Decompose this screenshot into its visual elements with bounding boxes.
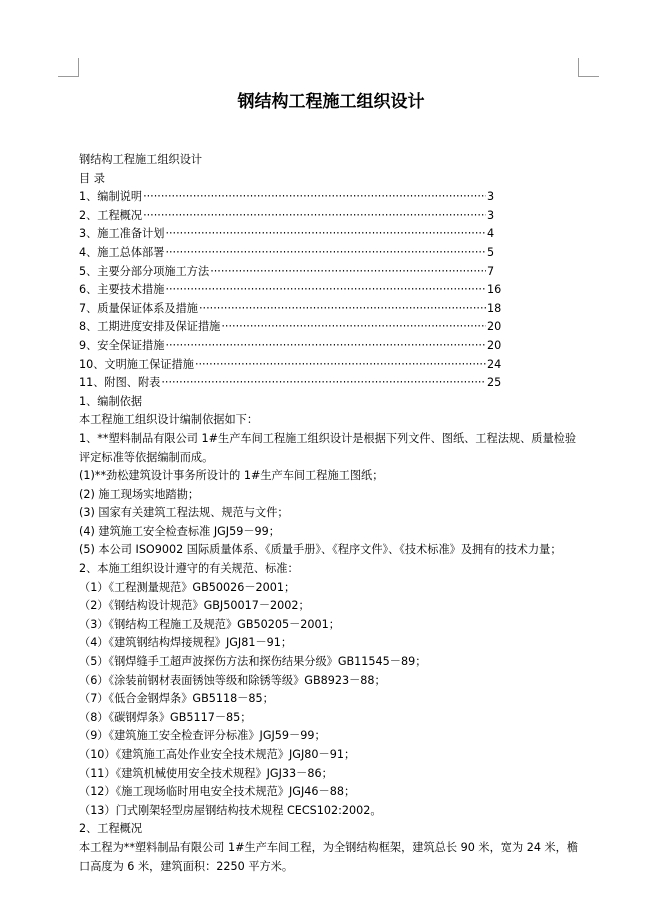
toc-entry-page: 4 [487,227,495,241]
list-item: （9）《建筑施工安全检查评分标准》JGJ59－99； [79,729,326,743]
toc-entry[interactable] [79,244,503,263]
document-title: 钢结构工程施工组织设计 [237,92,425,112]
toc-leader-dots [143,188,486,207]
toc-entry-page: 16 [487,283,502,297]
list-item: （4）《建筑钢结构焊接规程》JGJ81－91； [79,636,293,650]
toc-entry[interactable] [79,207,503,226]
list-item: （6）《涂装前钢材表面锈蚀等级和除锈等级》GB8923－88； [79,673,386,687]
toc-entry-label: 7、质量保证体系及措施 [79,301,198,315]
section-heading: 1、编制依据 [79,394,143,408]
section-heading: 2、工程概况 [79,822,143,836]
toc-entry-label: 5、主要分部分项施工方法 [79,264,210,278]
toc-entry[interactable] [79,263,503,282]
list-item: (5) 本公司 ISO9002 国际质量体系、《质量手册》、《程序文件》、《技术标准》及拥有的技术力量； [79,543,562,557]
toc-entry-label: 3、施工准备计划 [79,227,165,241]
toc-entry-page: 20 [487,320,502,334]
document-body [79,151,587,876]
toc-entry-page: 3 [487,190,495,204]
toc-leader-dots [195,356,486,375]
toc-leader-dots [210,263,486,282]
toc-entry-page: 24 [487,357,502,371]
toc-entry[interactable] [79,356,503,375]
toc-leader-dots [143,207,486,226]
toc-entry[interactable] [79,281,503,300]
toc-entry-label: 6、主要技术措施 [79,283,165,297]
toc-entry-label: 11、附图、附表 [79,376,161,390]
list-item: （8）《碳钢焊条》GB5117－85； [79,710,252,724]
list-item: （3）《钢结构工程施工及规范》GB50205－2001； [79,617,340,631]
list-item: （13）门式刚架轻型房屋钢结构技术规程 CECS102:2002。 [79,803,382,817]
toc-entry-label: 8、工期进度安排及保证措施 [79,320,221,334]
toc-entry[interactable] [79,225,503,244]
toc-entry-label: 10、文明施工保证措施 [79,357,194,371]
toc-leader-dots [161,374,486,393]
list-item: （7）《低合金钢焊条》GB5118－85； [79,692,274,706]
crop-mark-top-right [578,58,599,77]
list-item: （11）《建筑机械使用安全技术规程》JGJ33－86； [79,766,333,780]
table-of-contents [79,188,503,393]
toc-entry-page: 25 [487,376,502,390]
toc-leader-dots [199,300,486,319]
toc-entry-label: 4、施工总体部署 [79,245,165,259]
toc-leader-dots [165,244,486,263]
toc-entry-label: 1、编制说明 [79,190,143,204]
crop-mark-top-left [58,58,79,77]
toc-leader-dots [221,318,486,337]
toc-entry[interactable] [79,374,503,393]
toc-entry-page: 7 [487,264,495,278]
toc-entry-page: 3 [487,208,495,222]
section-heading: 2、本施工组织设计遵守的有关规范、标准： [79,562,299,576]
toc-entry-page: 18 [487,301,502,315]
toc-entry-page: 5 [487,245,495,259]
list-item: (3) 国家有关建筑工程法规、规范与文件； [79,506,289,520]
list-item: （10）《建筑施工高处作业安全技术规范》JGJ80－91； [79,748,356,761]
toc-leader-dots [165,225,486,244]
body-heading: 钢结构工程施工组织设计 [79,153,203,166]
paragraph: 本工程施工组织设计编制依据如下： [79,413,259,427]
list-item: （5）《钢焊缝手工超声波探伤方法和探伤结果分级》GB11545－89； [79,655,427,669]
list-item: (4) 建筑施工安全检查标准 JGJ59－99； [79,524,280,538]
toc-leader-dots [165,281,486,300]
paragraph: 1、**塑料制品有限公司 1#生产车间工程施工组织设计是根据下列文件、图纸、工程法规、质量检验评定标准等依据编制而成。 [79,431,577,464]
paragraph: 本工程为**塑料制品有限公司 1#生产车间工程，为全钢结构框架，建筑总长 90 米，宽为 24 米，檐口高度为 6 米，建筑面积：2250 平方米。 [79,840,579,873]
toc-entry-page: 20 [487,338,502,352]
toc-entry-label: 9、安全保证措施 [79,338,165,352]
toc-entry[interactable] [79,188,503,207]
toc-entry-label: 2、工程概况 [79,208,143,222]
toc-entry[interactable] [79,318,503,337]
list-item: （12）《施工现场临时用电安全技术规范》JGJ46－88； [79,785,356,799]
toc-heading: 目 录 [79,171,105,185]
list-item: （2）《钢结构设计规范》GBJ50017－2002； [79,599,310,613]
toc-leader-dots [165,337,486,356]
toc-entry[interactable] [79,337,503,356]
list-item: (1)**劲松建筑设计事务所设计的 1#生产车间工程施工图纸； [79,469,384,483]
toc-entry[interactable] [79,300,503,319]
list-item: （1）《工程测量规范》GB50026－2001； [79,580,296,594]
list-item: (2) 施工现场实地踏勘； [79,487,200,501]
